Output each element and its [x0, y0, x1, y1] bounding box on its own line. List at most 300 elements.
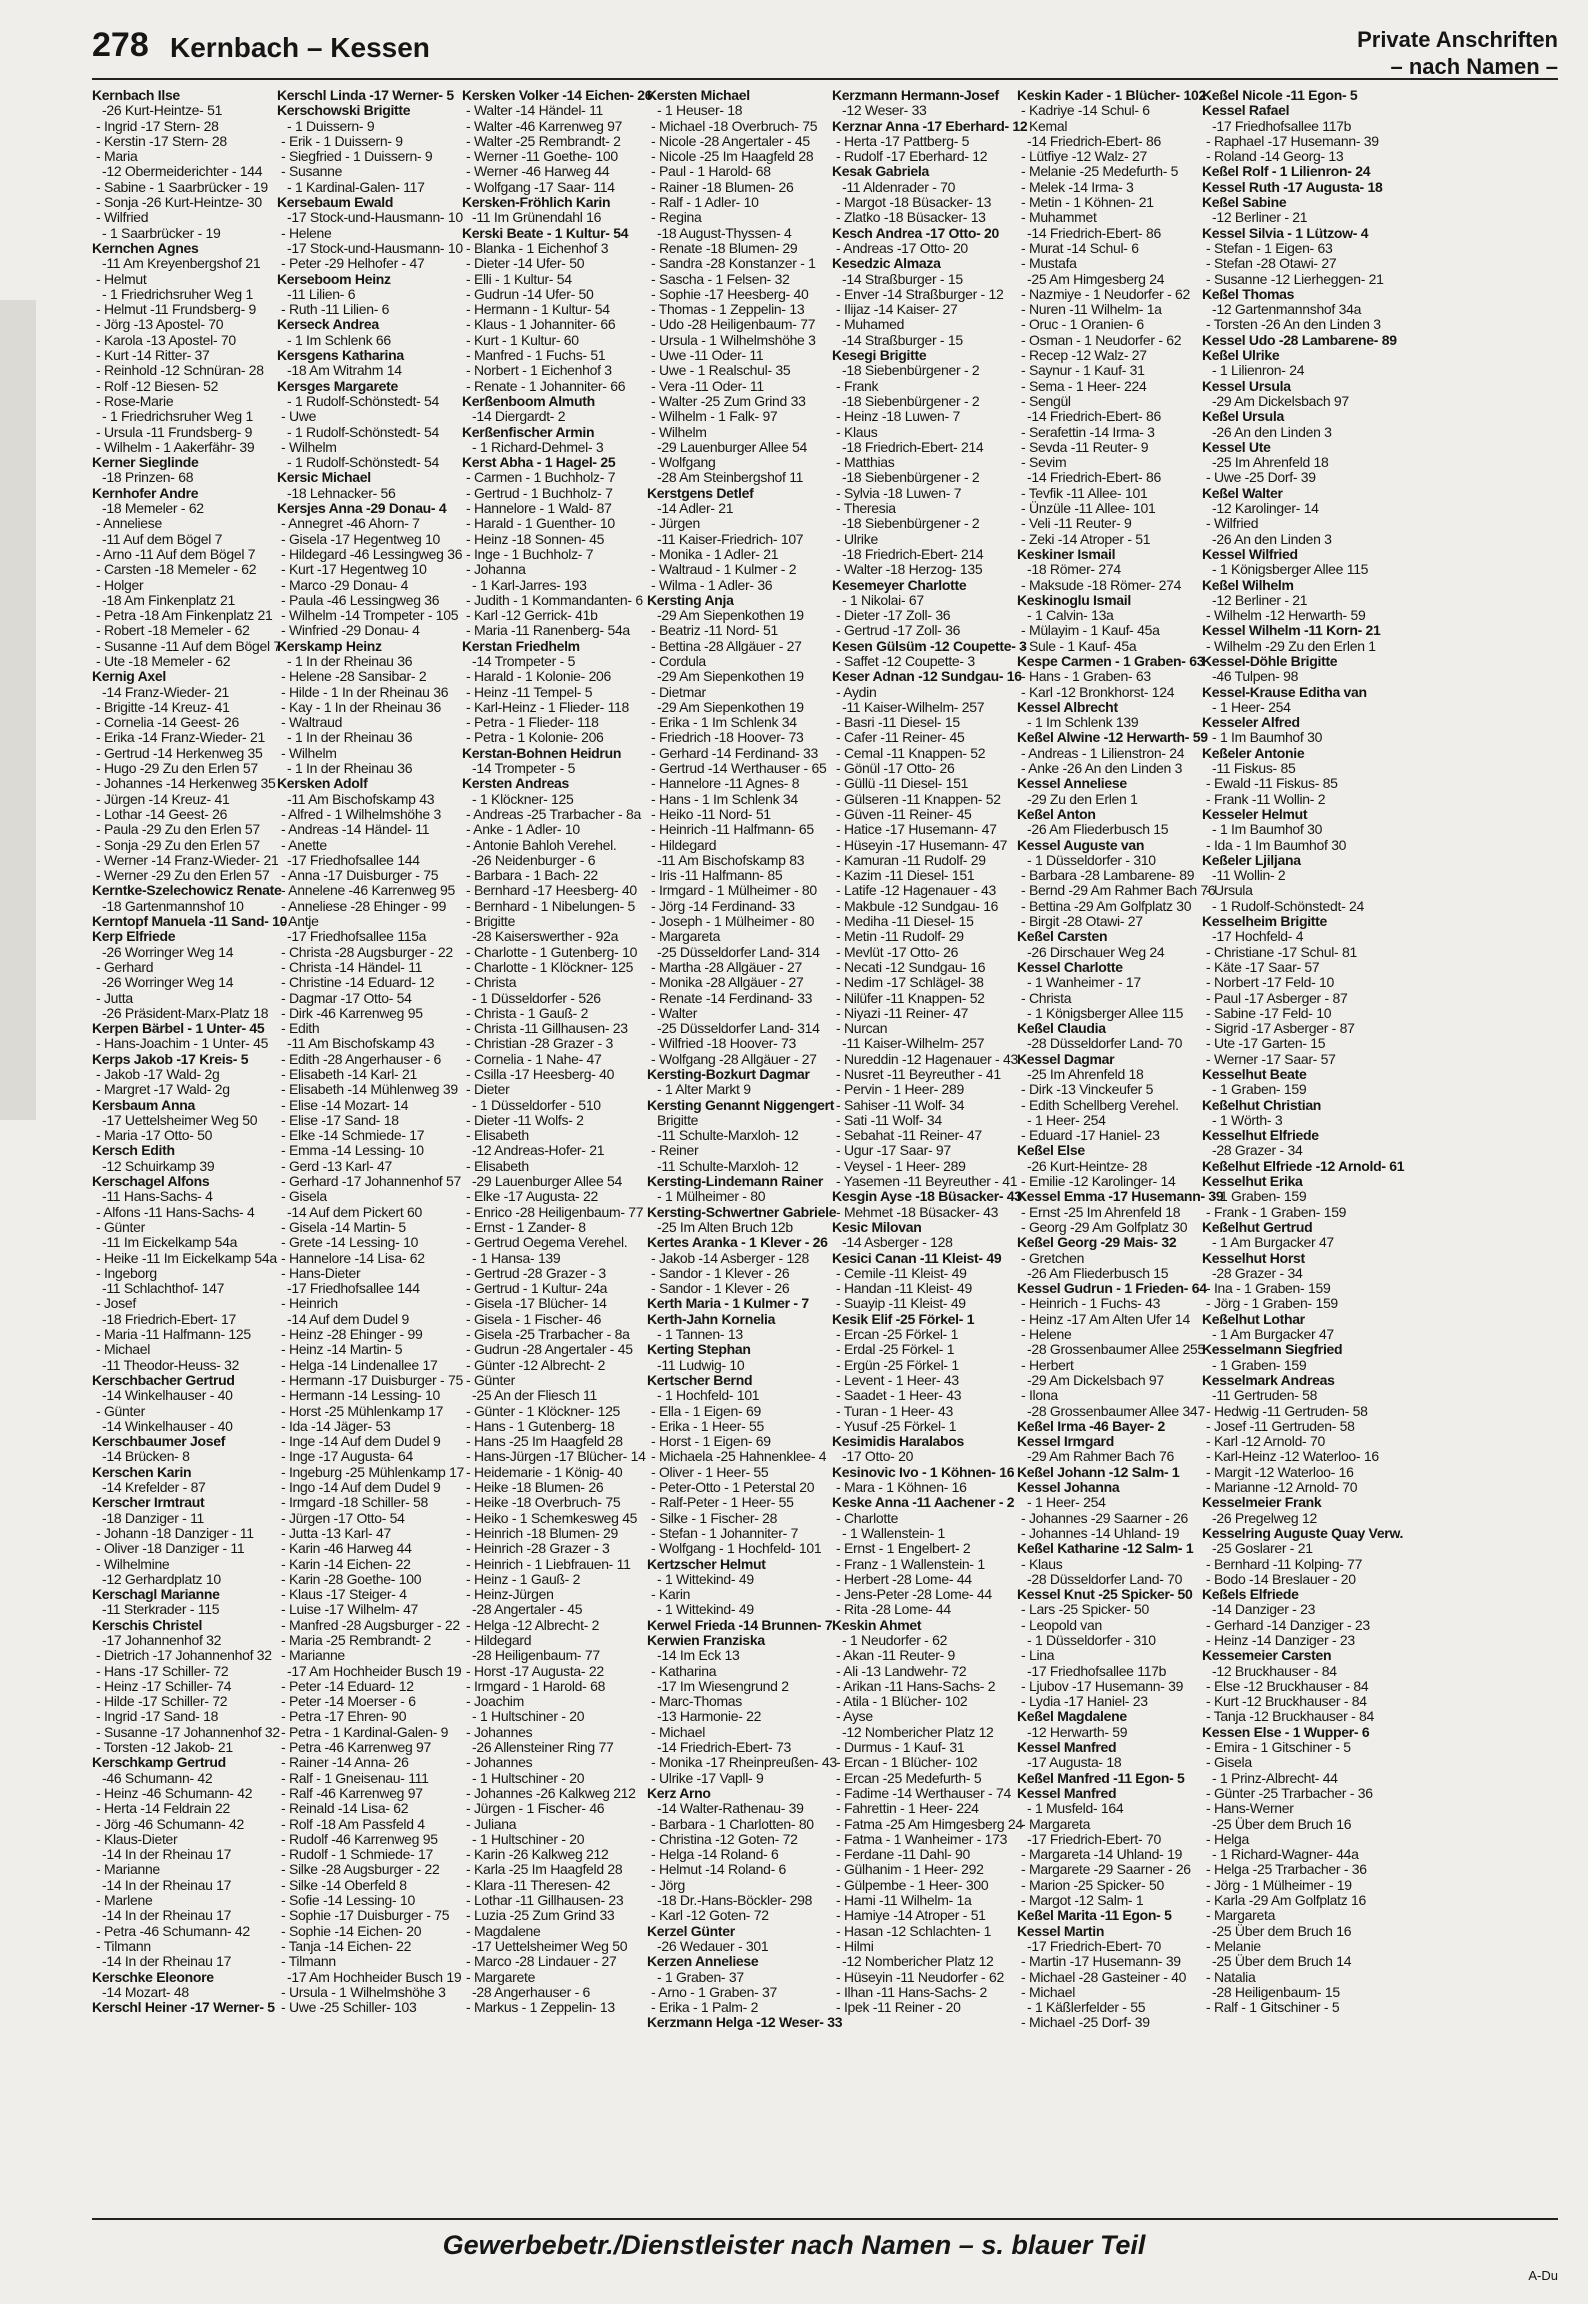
listing-line: - Joseph - 1 Mülheimer - 80 — [651, 913, 815, 930]
listing-line: - Gisela - 1 Fischer- 46 — [466, 1310, 602, 1327]
listing-line: -14 Straßburger - 15 — [842, 270, 963, 287]
listing-line: - Barbara - 1 Bach- 22 — [466, 867, 598, 884]
listing-line: -14 Walter-Rathenau- 39 — [657, 1800, 804, 1817]
listing-line: -17 Hochfeld- 4 — [1212, 928, 1304, 945]
listing-line: - Maria -17 Otto- 50 — [96, 1127, 213, 1144]
listing-line: -11 Am Bischofskamp 43 — [287, 790, 435, 807]
listing-line: - Inge - 1 Buchholz- 7 — [466, 545, 594, 562]
listing-line: - Margot -12 Salm- 1 — [1021, 1892, 1144, 1909]
listing-line: - Elise -17 Sand- 18 — [281, 1111, 399, 1128]
listing-line: - Heinz -17 Am Alten Ufer 14 — [1021, 1310, 1191, 1327]
listing-line: - Cemal -11 Knappen- 52 — [836, 744, 986, 761]
listing-line: - Ferdane -11 Dahl- 90 — [836, 1846, 970, 1863]
listing-line: - 1 Lilienron- 24 — [1212, 362, 1305, 379]
listing-name: Kesselmeier Frank — [1202, 1494, 1322, 1511]
section-title-line1: Private Anschriften — [1357, 27, 1558, 52]
listing-line: - Heinz -17 Schiller- 74 — [96, 1677, 232, 1694]
listing-line: - Reinhold -12 Schnüran- 28 — [96, 362, 264, 379]
listing-line: - Eduard -17 Haniel- 23 — [1021, 1127, 1160, 1144]
listing-line: - Annelene -46 Karrenweg 95 — [281, 882, 456, 899]
listing-line: - Annegret -46 Ahorn- 7 — [281, 515, 420, 532]
listing-line: - 1 Mülheimer - 80 — [657, 1188, 766, 1205]
listing-line: -29 Am Siepenkothen 19 — [657, 668, 804, 685]
listing-line: - Walter -46 Karrenweg 97 — [466, 117, 623, 134]
listing-name: Kertes Aranka - 1 Klever - 26 — [647, 1234, 828, 1251]
listing-line: - Paul - 1 Harold- 68 — [651, 163, 771, 180]
listing-line: - Christa - 1 Gauß- 2 — [466, 1004, 589, 1021]
listing-line: -17 Friedhofsallee 117b — [1027, 1662, 1167, 1679]
listing-name: Kerschl Linda -17 Werner- 5 — [277, 87, 454, 103]
listing-line: - Kamuran -11 Rudolf- 29 — [836, 851, 986, 868]
listing-line: - Hannelore - 1 Wald- 87 — [466, 500, 612, 517]
listing-line: - Regina — [651, 209, 702, 226]
listing-line: - Ilona — [1021, 1387, 1058, 1404]
listing-name: Kersjes Anna -29 Donau- 4 — [277, 500, 447, 517]
listing-line: - Nureddin -12 Hagenauer - 43 — [836, 1050, 1018, 1067]
listing-line: -26 Neidenburger - 6 — [472, 851, 596, 868]
listing-line: -14 Auf dem Dudel 9 — [287, 1310, 409, 1327]
listing-line: -11 Hans-Sachs- 4 — [102, 1188, 213, 1205]
listing-line: -18 Memeler - 62 — [102, 500, 204, 517]
listing-name: Kerski Beate - 1 Kultur- 54 — [462, 224, 629, 241]
listing-name: Kesselhut Horst — [1202, 1249, 1305, 1266]
listing-line: - Susanne -17 Johannenhof 32 — [96, 1723, 280, 1740]
listing-line: - 1 Am Burgacker 47 — [1212, 1326, 1334, 1343]
listing-line: - Ergün -25 Förkel- 1 — [836, 1356, 959, 1373]
listing-name: Keßel Else — [1017, 1142, 1085, 1159]
listing-line: - Torsten -26 An den Linden 3 — [1206, 316, 1381, 333]
listing-line: - Roland -14 Georg- 13 — [1206, 148, 1344, 165]
listing-line: - Hedwig -11 Gertruden- 58 — [1206, 1402, 1368, 1419]
listing-line: - Franz - 1 Wallenstein- 1 — [836, 1555, 985, 1572]
listing-line: - Ingrid -17 Stern- 28 — [96, 117, 219, 134]
listing-line: - Peter -29 Helhofer - 47 — [281, 255, 425, 272]
listing-line: - Gisela — [281, 1188, 327, 1205]
listing-line: - Margareta — [1021, 1815, 1091, 1832]
listing-line: - Silke - 1 Fischer- 28 — [651, 1509, 778, 1526]
listing-line: - Lars -25 Spicker- 50 — [1021, 1601, 1150, 1618]
listing-line: - Wolfgang -17 Saar- 114 — [466, 178, 615, 195]
listing-line: - Markus - 1 Zeppelin- 13 — [466, 1999, 615, 2016]
listing-name: Kessel Irmgard — [1017, 1433, 1114, 1450]
listing-line: - Wilfried — [1206, 515, 1259, 532]
listing-line: - Rolf -12 Biesen- 52 — [96, 377, 219, 394]
listing-line: - Klaus-Dieter — [96, 1830, 178, 1847]
listing-line: - Gönül -17 Otto- 26 — [836, 760, 955, 777]
listing-line: -17 Friedrich-Ebert- 70 — [1027, 1937, 1161, 1954]
listing-line: - 1 Königsberger Allee 115 — [1212, 561, 1369, 578]
listing-line: - Michael -18 Overbruch- 75 — [651, 117, 818, 134]
listing-name: Kessel Ursula — [1202, 377, 1291, 394]
listing-line: - Bernhard - 1 Nibelungen- 5 — [466, 897, 636, 914]
listing-line: - Erdal -25 Förkel- 1 — [836, 1341, 955, 1358]
listing-line: - Sigrid -17 Asberger - 87 — [1206, 1020, 1355, 1037]
listing-line: -25 An der Fliesch 11 — [472, 1387, 597, 1404]
listing-line: - Marco -29 Donau- 4 — [281, 576, 409, 593]
listing-name: Kersken Adolf — [277, 775, 368, 792]
listing-line: - Karl -12 Goten- 72 — [651, 1907, 769, 1924]
listing-name: Kerstan-Bohnen Heidrun — [462, 744, 622, 761]
listing-line: - Georg -29 Am Golfplatz 30 — [1021, 1218, 1188, 1235]
listing-line: - Helmut — [96, 270, 147, 287]
listing-line: - Edith Schellberg Verehel. — [1021, 1096, 1179, 1113]
listing-line: -11 Ludwig- 10 — [657, 1356, 745, 1373]
listing-line: - Nicole -28 Angertaler - 45 — [651, 132, 810, 149]
listing-line: - Jutta — [96, 989, 133, 1006]
listing-name: Kerner Sieglinde — [92, 454, 199, 471]
listing-line: - Walter — [651, 1004, 698, 1021]
listing-name: Kertscher Bernd — [647, 1371, 753, 1388]
listing-line: - Irmgard - 1 Harold- 68 — [466, 1677, 606, 1694]
listing-line: -14 Friedrich-Ebert- 73 — [657, 1739, 791, 1756]
listing-line: - Uwe -25 Dorf- 39 — [1206, 469, 1316, 486]
listing-line: - Matthias — [836, 454, 895, 471]
listing-line: -11 Im Eickelkamp 54a — [102, 1234, 238, 1251]
listing-line: - Dietrich -17 Johannenhof 32 — [96, 1647, 272, 1664]
listing-name: Kesik Elif -25 Förkel- 1 — [832, 1310, 975, 1327]
listing-line: - Monika -28 Allgäuer - 27 — [651, 974, 804, 991]
listing-line: -11 Kaiser-Wilhelm- 257 — [842, 698, 985, 715]
listing-name: Keßel Ursula — [1202, 408, 1284, 425]
listing-name: Kerschke Eleonore — [92, 1968, 214, 1985]
listing-line: - Luise -17 Wilhelm- 47 — [281, 1601, 419, 1618]
listing-line: - 1 Rudolf-Schönstedt- 54 — [287, 392, 440, 409]
listing-line: - Gudrun -14 Ufer- 50 — [466, 285, 594, 302]
listing-line: - Renate -14 Ferdinand- 33 — [651, 989, 813, 1006]
listing-line: - Heinz - 1 Gauß- 2 — [466, 1570, 581, 1587]
listing-name: Kerschbaumer Josef — [92, 1433, 226, 1450]
listing-line: - Jörg -46 Schumann- 42 — [96, 1815, 244, 1832]
listing-line: - Anke - 1 Adler- 10 — [466, 821, 580, 838]
listing-line: - Peter -14 Eduard- 12 — [281, 1677, 414, 1694]
listing-line: - Joachim — [466, 1693, 524, 1710]
listing-name: Kerntke-Szelechowicz Renate — [92, 882, 282, 899]
listing-line: - Heinrich -18 Blumen- 29 — [466, 1524, 619, 1541]
listing-line: - Margret -17 Wald- 2g — [96, 1081, 230, 1098]
listing-line: - Walter -14 Händel- 11 — [466, 102, 604, 119]
listing-name: Keßel Katharine -12 Salm- 1 — [1017, 1540, 1194, 1557]
listing-line: - Paula -46 Lessingweg 36 — [281, 591, 440, 608]
listing-line: - Josef — [96, 1295, 136, 1312]
listing-line: - Hans - 1 Im Schlenk 34 — [651, 790, 798, 807]
listing-line: - Hannelore -11 Agnes- 8 — [651, 775, 800, 792]
directory-column — [1017, 87, 1224, 2198]
listing-line: - Saffet -12 Coupette- 3 — [836, 652, 975, 669]
listing-line: -14 Winkelhauser - 40 — [102, 1417, 233, 1434]
listing-line: - 1 Wörth- 3 — [1212, 1111, 1283, 1128]
listing-line: - Christian -28 Grazer - 3 — [466, 1035, 614, 1052]
listing-line: - Torsten -12 Jakob- 21 — [96, 1739, 233, 1756]
listing-line: - Anette — [281, 836, 327, 853]
listing-name: Kerschagel Alfons — [92, 1173, 210, 1190]
listing-name: Kerzel Günter — [647, 1922, 735, 1939]
listing-line: - Anneliese — [96, 515, 162, 532]
listing-line: - Irmgard - 1 Mülheimer - 80 — [651, 882, 817, 899]
listing-line: -18 Gartenmannshof 10 — [102, 897, 244, 914]
listing-line: - Anke -26 An den Linden 3 — [1021, 760, 1183, 777]
listing-line: - Helmut -11 Frundsberg- 9 — [96, 301, 257, 318]
listing-line: - 1 Rudolf-Schönstedt- 54 — [287, 454, 440, 471]
listing-line: - Ute -18 Memeler - 62 — [96, 652, 231, 669]
listing-line: - Reiner — [651, 1142, 699, 1159]
listing-name: Keßel Wilhelm — [1202, 576, 1294, 593]
listing-line: - Tanja -12 Bruckhauser - 84 — [1206, 1708, 1374, 1725]
listing-line: - Hildegard — [466, 1631, 532, 1648]
listing-name: Kersbaum Anna — [92, 1096, 195, 1113]
listing-line: - Wilhelmine — [96, 1555, 170, 1572]
listing-line: - Wilma - 1 Adler- 36 — [651, 576, 773, 593]
listing-line: - Werner -46 Harweg 44 — [466, 163, 610, 180]
listing-line: - Carsten -18 Memeler - 62 — [96, 561, 257, 578]
listing-line: - 1 Düsseldorfer - 310 — [1027, 1631, 1156, 1648]
listing-name: Kesselhut Beate — [1202, 1066, 1307, 1082]
listing-line: - Brigitte — [466, 913, 516, 930]
listing-line: -12 Nombericher Platz 12 — [842, 1953, 994, 1970]
listing-name: Keßels Elfriede — [1202, 1586, 1299, 1603]
listing-line: - Margareta — [1206, 1907, 1276, 1924]
listing-line: - Martha -28 Allgäuer - 27 — [651, 958, 802, 975]
listing-line: - Erika - 1 Im Schlenk 34 — [651, 714, 797, 731]
listing-line: - 1 Kardinal-Galen- 117 — [287, 178, 425, 195]
listing-line: - Karin -28 Goethe- 100 — [281, 1570, 422, 1587]
listing-line: - Erika - 1 Heer- 55 — [651, 1417, 765, 1434]
listing-line: - Ilhan -11 Hans-Sachs- 2 — [836, 1983, 987, 2000]
listing-name: Keßel Rolf - 1 Lilienron- 24 — [1202, 163, 1371, 180]
listing-line: - Helga -25 Trarbacher - 36 — [1206, 1861, 1367, 1878]
listing-line: - Lydia -17 Haniel- 23 — [1021, 1693, 1148, 1710]
listing-line: - Heinrich - 1 Fuchs- 43 — [1021, 1295, 1161, 1312]
listing-name: Keßel Manfred -11 Egon- 5 — [1017, 1769, 1185, 1786]
listing-line: - Christa -14 Händel- 11 — [281, 958, 423, 975]
listing-line: - Ella - 1 Eigen- 69 — [651, 1402, 761, 1419]
listing-line: - 1 Karl-Jarres- 193 — [472, 576, 587, 593]
listing-line: - Marianne — [96, 1861, 160, 1878]
listing-name: Kessel Wilfried — [1202, 545, 1298, 562]
listing-line: - Werner -17 Saar- 57 — [1206, 1050, 1336, 1067]
listing-line: - Magdalene — [466, 1922, 541, 1939]
listing-line: -25 Düsseldorfer Land- 314 — [657, 943, 820, 960]
footer-rule — [92, 2218, 1558, 2220]
listing-line: - Karl-Heinz -12 Waterloo- 16 — [1206, 1448, 1379, 1465]
listing-line: - Edith -28 Angerhauser - 6 — [281, 1050, 441, 1067]
listing-line: -14 Straßburger - 15 — [842, 331, 963, 348]
listing-line: - Helene -28 Sansibar- 2 — [281, 668, 427, 685]
listing-line: - Anna -17 Duisburger - 75 — [281, 867, 439, 884]
listing-line: -14 Trompeter - 5 — [472, 760, 576, 777]
listing-line: - Wilhelm - 1 Falk- 97 — [651, 408, 778, 425]
listing-line: - Helga -14 Lindenallee 17 — [281, 1356, 438, 1373]
listing-line: - Inge -14 Auf dem Dudel 9 — [281, 1433, 441, 1450]
section-title-line2: – nach Namen – — [1390, 54, 1558, 79]
listing-line: - Petra - 1 Kolonie- 206 — [466, 729, 604, 746]
listing-line: - Else -12 Bruckhauser - 84 — [1206, 1677, 1369, 1694]
listing-name: Kessel-Döhle Brigitte — [1202, 652, 1338, 669]
listing-line: - Gerd -13 Karl- 47 — [281, 1157, 393, 1174]
listing-line: - Dieter — [466, 1081, 510, 1098]
directory-column — [462, 87, 653, 2198]
listing-line: -17 Friedhofsallee 144 — [287, 851, 420, 868]
listing-line: - Marianne — [281, 1647, 345, 1664]
listing-line: -12 Schuirkamp 39 — [102, 1157, 215, 1174]
listing-line: - Werner -14 Franz-Wieder- 21 — [96, 851, 279, 868]
listing-line: - Kerstin -17 Stern- 28 — [96, 132, 227, 149]
listing-name: Kersges Margarete — [277, 377, 398, 394]
listing-line: - Hüseyin -17 Husemann- 47 — [836, 836, 1008, 853]
listing-line: - Stefan - 1 Eigen- 63 — [1206, 239, 1333, 256]
page-edge-tab — [0, 300, 36, 1120]
listing-name: Kessel Ute — [1202, 438, 1271, 455]
listing-name: Keßel Johann -12 Salm- 1 — [1017, 1463, 1180, 1480]
listing-name: Kerßenfischer Armin — [462, 423, 595, 440]
listing-line: - 1 Richard-Wagner- 44a — [1212, 1846, 1359, 1863]
listing-line: - Handan -11 Kleist- 49 — [836, 1280, 973, 1297]
listing-line: - Peter-Otto - 1 Peterstal 20 — [651, 1479, 815, 1496]
listing-name: Kessel Knut -25 Spicker- 50 — [1017, 1586, 1193, 1603]
listing-line: - Marianne -12 Arnold- 70 — [1206, 1479, 1358, 1496]
listing-line: -11 Lilien- 6 — [287, 285, 356, 302]
listing-line: -28 Angertaler - 45 — [472, 1601, 583, 1618]
listing-line: - Dieter -11 Wolfs- 2 — [466, 1111, 584, 1128]
listing-line: - Gisela -14 Martin- 5 — [281, 1218, 406, 1235]
listing-line: -14 In der Rheinau 17 — [102, 1846, 232, 1863]
listing-line: -17 Stock-und-Hausmann- 10 — [287, 209, 463, 226]
listing-line: - Cornelia - 1 Nahe- 47 — [466, 1050, 602, 1067]
listing-line: - Sati -11 Wolf- 34 — [836, 1111, 942, 1128]
listing-line: -14 Trompeter - 5 — [472, 652, 576, 669]
listing-line: - Andreas - 1 Lilienstron- 24 — [1021, 744, 1185, 761]
listing-name: Kessel Martin — [1017, 1922, 1105, 1939]
listing-line: -17 Friedhofsallee 144 — [287, 1280, 420, 1297]
listing-line: - Irmgard -18 Schiller- 58 — [281, 1494, 429, 1511]
listing-line: - Heinz-Jürgen — [466, 1586, 554, 1603]
listing-line: - Serafettin -14 Irma- 3 — [1021, 423, 1155, 440]
listing-name: Kessel Charlotte — [1017, 958, 1123, 975]
listing-name: Kersting-Bozkurt Dagmar — [647, 1066, 810, 1082]
listing-line: - Maria — [96, 148, 138, 165]
listing-line: -11 Am Bischofskamp 43 — [287, 1035, 435, 1052]
listing-name: Kessen Else - 1 Wupper- 6 — [1202, 1723, 1370, 1740]
listing-line: - Günter — [96, 1402, 145, 1419]
listing-line: - Dieter -17 Zoll- 36 — [836, 607, 951, 624]
listing-line: - Karl -12 Bronkhorst- 124 — [1021, 683, 1175, 700]
listing-line: - Margareta -14 Uhland- 19 — [1021, 1846, 1183, 1863]
listing-line: - Marlene — [96, 1892, 153, 1909]
listing-line: - Emira - 1 Gitschiner - 5 — [1206, 1739, 1351, 1756]
listing-line: - Niyazi -11 Reiner- 47 — [836, 1004, 969, 1021]
listing-line: - Christina -12 Goten- 72 — [651, 1830, 798, 1847]
listing-line: - Fahrettin - 1 Heer- 224 — [836, 1800, 979, 1817]
listing-line: - Günter -12 Albrecht- 2 — [466, 1356, 606, 1373]
listing-line: -28 Grazer - 34 — [1212, 1142, 1303, 1159]
listing-line: - Birgit -28 Otawi- 27 — [1021, 913, 1143, 930]
listing-line: - Nurcan — [836, 1020, 888, 1037]
listing-line: - Kazim -11 Diesel- 151 — [836, 867, 975, 884]
listing-line: - Gertrud Oegema Verehel. — [466, 1234, 628, 1251]
listing-line: - 1 In der Rheinau 36 — [287, 760, 413, 777]
listing-line: - Sandor - 1 Klever - 26 — [651, 1280, 790, 1297]
listing-line: - Maria -25 Rembrandt- 2 — [281, 1631, 431, 1648]
listing-line: - Wolfgang - 1 Hochfeld- 101 — [651, 1540, 822, 1557]
listing-line: - 1 Düsseldorfer - 510 — [472, 1096, 601, 1113]
listing-line: - Emilie -12 Karolinger- 14 — [1021, 1173, 1176, 1190]
listing-line: - Petra - 1 Kardinal-Galen- 9 — [281, 1723, 449, 1740]
listing-line: -25 Im Alten Bruch 12b — [657, 1218, 793, 1235]
listing-line: -17 Friedhofsallee 115a — [287, 928, 427, 945]
listing-line: -26 An den Linden 3 — [1212, 530, 1332, 547]
listing-line: - Andreas -17 Otto- 20 — [836, 239, 968, 256]
listing-line: - Levent - 1 Heer- 43 — [836, 1371, 959, 1388]
listing-line: -29 Am Rahmer Bach 76 — [1027, 1448, 1174, 1465]
listing-line: - Ernst - 1 Zander- 8 — [466, 1218, 586, 1235]
listing-line: - Ilijaz -14 Kaiser- 27 — [836, 301, 958, 318]
listing-line: - Jörg -13 Apostel- 70 — [96, 316, 224, 333]
listing-line: - Silke -14 Oberfeld 8 — [281, 1876, 407, 1893]
listing-line: - Bettina -28 Allgäuer - 27 — [651, 637, 802, 654]
listing-name: Keßel Walter — [1202, 484, 1283, 501]
listing-line: -25 Am Himgesberg 24 — [1027, 270, 1165, 287]
listing-line: -25 Düsseldorfer Land- 314 — [657, 1020, 820, 1037]
listing-line: - Ugur -17 Saar- 97 — [836, 1142, 951, 1159]
listing-line: - Tilmann — [281, 1953, 336, 1970]
listing-line: - Wilhelm - 1 Aakerfähr- 39 — [96, 438, 255, 455]
listing-line: - Heinz -46 Schumann- 42 — [96, 1784, 253, 1801]
listing-line: - Fatma - 1 Wanheimer - 173 — [836, 1830, 1008, 1847]
listing-name: Kernbach Ilse — [92, 87, 180, 103]
listing-line: - Christa — [1021, 989, 1072, 1006]
listing-name: Kesseler Alfred — [1202, 714, 1300, 731]
listing-line: -14 In der Rheinau 17 — [102, 1953, 232, 1970]
listing-line: - Saynur - 1 Kauf- 31 — [1021, 362, 1145, 379]
listing-line: - Jürgen -14 Kreuz- 41 — [96, 790, 230, 807]
listing-line: - Gisela — [1206, 1754, 1252, 1771]
listing-line: - Tanja -14 Eichen- 22 — [281, 1937, 412, 1954]
listing-line: - Nuren -11 Wilhelm- 1a — [1021, 301, 1162, 318]
listing-line: - Ina - 1 Graben- 159 — [1206, 1280, 1331, 1297]
listing-line: -28 Am Steinbergshof 11 — [657, 469, 804, 486]
listing-line: - Margarete — [466, 1968, 536, 1985]
listing-name: Kersken-Fröhlich Karin — [462, 194, 611, 211]
listing-line: - Basri -11 Diesel- 15 — [836, 714, 960, 731]
listing-line: - 1 Wittekind- 49 — [657, 1601, 754, 1618]
listing-line: - Jakob -17 Wald- 2g — [96, 1066, 220, 1082]
listing-line: - Sylvia -18 Luwen- 7 — [836, 484, 962, 501]
listing-line: - Fatma -25 Am Himgesberg 24 — [836, 1815, 1023, 1832]
listing-line: - Sascha - 1 Felsen- 32 — [651, 270, 790, 287]
listing-line: - Nilüfer -11 Knappen- 52 — [836, 989, 985, 1006]
listing-line: - Tevfik -11 Allee- 101 — [1021, 484, 1148, 501]
listing-name: Kesch Andrea -17 Otto- 20 — [832, 224, 1000, 241]
listing-line: - 1 Im Baumhof 30 — [1212, 821, 1323, 838]
listing-line: - Ralf - 1 Gneisenau- 111 — [281, 1769, 429, 1786]
listing-line: - Ayse — [836, 1708, 873, 1725]
directory-column — [832, 87, 1028, 2198]
listing-line: - Ursula -11 Frundsberg- 9 — [96, 423, 253, 440]
listing-line: - Hilde -17 Schiller- 72 — [96, 1693, 228, 1710]
listing-line: - 1 Graben- 159 — [1212, 1081, 1307, 1098]
listing-line: - 1 Heuser- 18 — [657, 102, 743, 119]
listing-line: - Margit -12 Waterloo- 16 — [1206, 1463, 1354, 1480]
listing-line: - Gerhard -17 Johannenhof 57 — [281, 1173, 461, 1190]
listing-line: - Heinrich - 1 Liebfrauen- 11 — [466, 1555, 631, 1572]
listing-line: - Melek -14 Irma- 3 — [1021, 178, 1134, 195]
listing-name: Kerzen Anneliese — [647, 1953, 759, 1970]
listing-line: - Hermann -17 Duisburger - 75 — [281, 1371, 463, 1388]
listing-line: - 1 Graben- 159 — [1212, 1356, 1307, 1373]
listing-line: -18 Siebenbürgener - 2 — [842, 469, 980, 486]
listing-line: - Gudrun -28 Angertaler - 45 — [466, 1341, 633, 1358]
listing-line: - Rainer -18 Blumen- 26 — [651, 178, 794, 195]
listing-line: - Enrico -28 Heiligenbaum- 77 — [466, 1203, 644, 1220]
